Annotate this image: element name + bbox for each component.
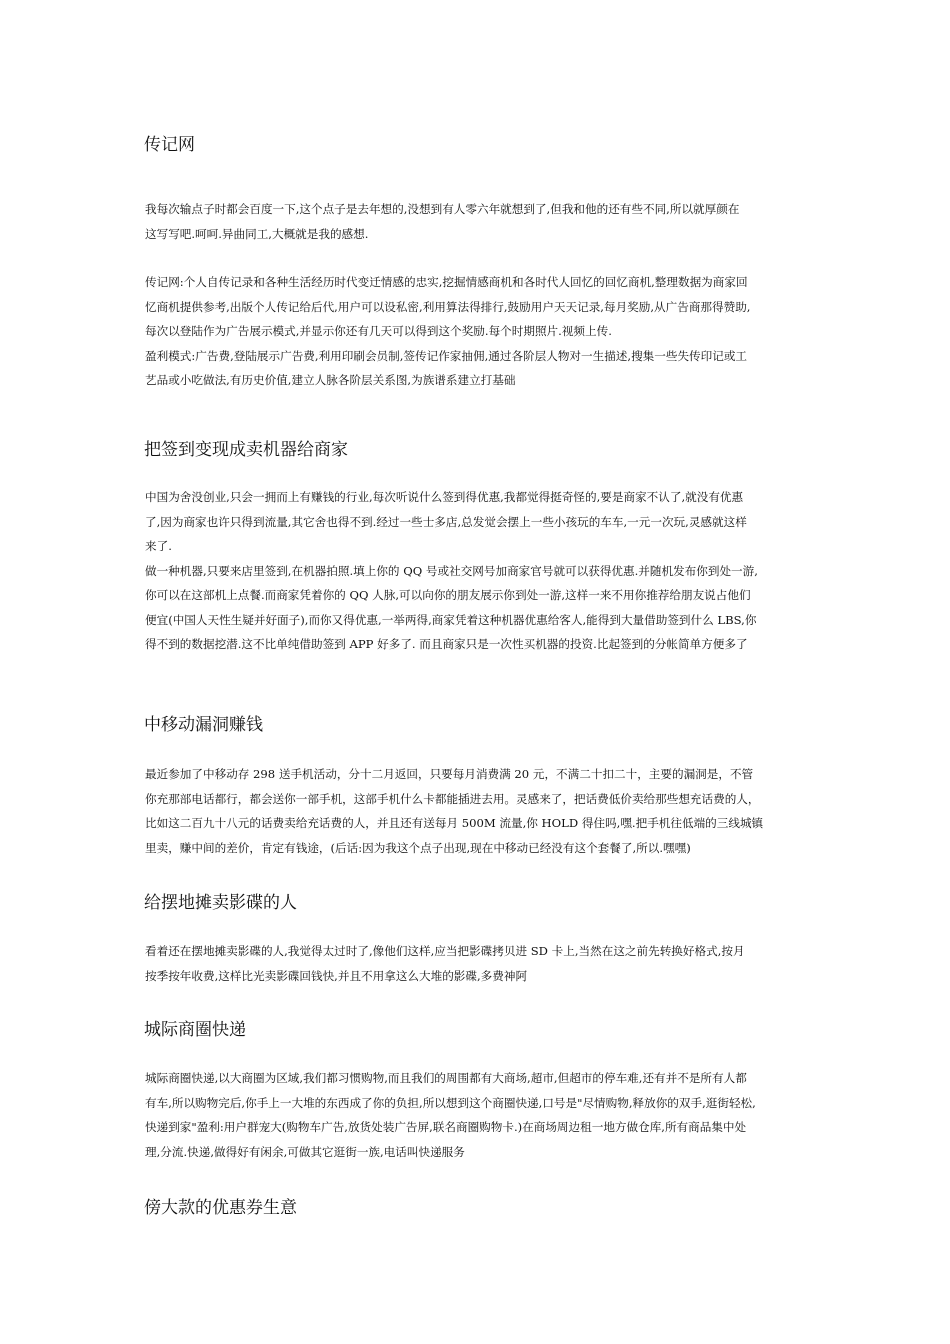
text-line: 这写写吧.呵呵.异曲同工,大概就是我的感想. — [145, 226, 369, 241]
text-line: 来了. — [145, 539, 172, 553]
text-line: 得不到的数据挖潜.这不比单纯借助签到 APP 好多了. 而且商家只是一次性买机器的投资.比起签到的分帐简单方便多了 — [145, 637, 748, 651]
section-heading: 把签到变现成卖机器给商家 — [144, 440, 348, 460]
text-line: 快递到家"盈利:用户群宠大(购物车广告,放货处装广告屏,联名商圈购物卡.)在商场周边租一地方做仓库,所有商品集中处 — [145, 1120, 747, 1134]
paragraph — [145, 762, 813, 860]
text-line: 你充那部电话都行，都会送你一部手机，这部手机什么卡都能插进去用。灵感来了，把话费低价卖给那些想充话费的人， — [145, 791, 760, 806]
text-line: 有车,所以购物完后,你手上一大堆的东西成了你的负担,所以想到这个商圈快递,口号是"尽情购物,释放你的双手,逛街轻松, — [145, 1095, 756, 1110]
text-line: 比如这二百九十八元的话费卖给充话费的人，并且还有送每月 500M 流量,你 HOLD 得住吗,嘿.把手机往低端的三线城镇 — [145, 816, 764, 830]
section-heading: 传记网 — [144, 135, 195, 155]
text-line: 里卖，赚中间的差价，肯定有钱途，(后话:因为我这个点子出现,现在中移动已经没有这个套餐了,所以.嘿嘿) — [145, 840, 691, 855]
section-heading: 中移动漏洞赚钱 — [144, 715, 263, 735]
text-line: 最近参加了中移动存 298 送手机活动，分十二月返回，只要每月消费满 20 元，不满二十扣二十，主要的漏洞是，不管 — [145, 767, 754, 781]
text-line: 每次以登陆作为广告展示模式,并显示你还有几天可以得到这个奖励.每个时期照片.视频上传. — [145, 324, 612, 338]
text-line: 做一种机器,只要来店里签到,在机器拍照.填上你的 QQ 号或社交网号加商家官号就可以获得优惠.并随机发布你到处一游, — [145, 563, 758, 578]
section-heading: 给摆地摊卖影碟的人 — [144, 893, 297, 913]
text-line: 忆商机提供参考,出版个人传记给后代,用户可以设私密,利用算法得排行,鼓励用户天天记录,每月奖励,从广告商那得赞助, — [145, 299, 751, 314]
text-line: 中国为舍没创业,只会一拥而上有赚钱的行业,每次听说什么签到得优惠,我都觉得挺奇怪的,要是商家不认了,就没有优惠 — [145, 490, 744, 504]
paragraph — [145, 270, 813, 393]
text-line: 你可以在这部机上点餐.而商家凭着你的 QQ 人脉,可以向你的朋友展示你到处一游,这样一来不用你推荐给朋友说占他们 — [145, 588, 751, 602]
text-line: 艺品或小吃做法,有历史价值,建立人脉各阶层关系图,为族谱系建立打基础 — [145, 373, 516, 387]
text-line: 看着还在摆地摊卖影碟的人,我觉得太过时了,像他们这样,应当把影碟拷贝进 SD 卡上,当然在这之前先转换好格式,按月 — [145, 944, 745, 958]
section-heading: 城际商圈快递 — [144, 1020, 246, 1040]
paragraph — [145, 485, 813, 657]
text-line: 城际商圈快递,以大商圈为区域,我们都习惯购物,而且我们的周围都有大商场,超市,但超市的停车难,还有并不是所有人都 — [145, 1071, 747, 1085]
paragraph — [145, 939, 813, 988]
text-line: 盈利模式:广告费,登陆展示广告费,利用印刷会员制,签传记作家抽佣,通过各阶层人物对一生描述,搜集一些失传印记或工 — [145, 348, 748, 363]
text-line: 按季按年收费,这样比光卖影碟回钱快,并且不用拿这么大堆的影碟,多费神阿 — [145, 968, 528, 983]
text-line: 传记网:个人自传记录和各种生活经历时代变迁情感的忠实,挖掘情感商机和各时代人回忆的回忆商机,整理数据为商家回 — [145, 275, 748, 289]
paragraph — [145, 197, 813, 246]
paragraph — [145, 1066, 813, 1164]
text-line: 便宜(中国人天性生疑并好面子),而你又得优惠,一举两得,商家凭着这种机器优惠给客人,能得到大量借助签到什么 LBS,你 — [145, 612, 757, 627]
text-line: 我每次输点子时都会百度一下,这个点子是去年想的,没想到有人零六年就想到了,但我和他的还有些不同,所以就厚颜在 — [145, 202, 740, 216]
text-line: 了,因为商家也许只得到流量,其它舍也得不到.经过一些士多店,总发觉会摆上一些小孩玩的车车,一元一次玩,灵感就这样 — [145, 514, 747, 529]
text-line: 理,分流.快递,做得好有闲余,可做其它逛街一族,电话叫快递服务 — [145, 1144, 465, 1159]
section-heading: 傍大款的优惠券生意 — [144, 1198, 297, 1218]
